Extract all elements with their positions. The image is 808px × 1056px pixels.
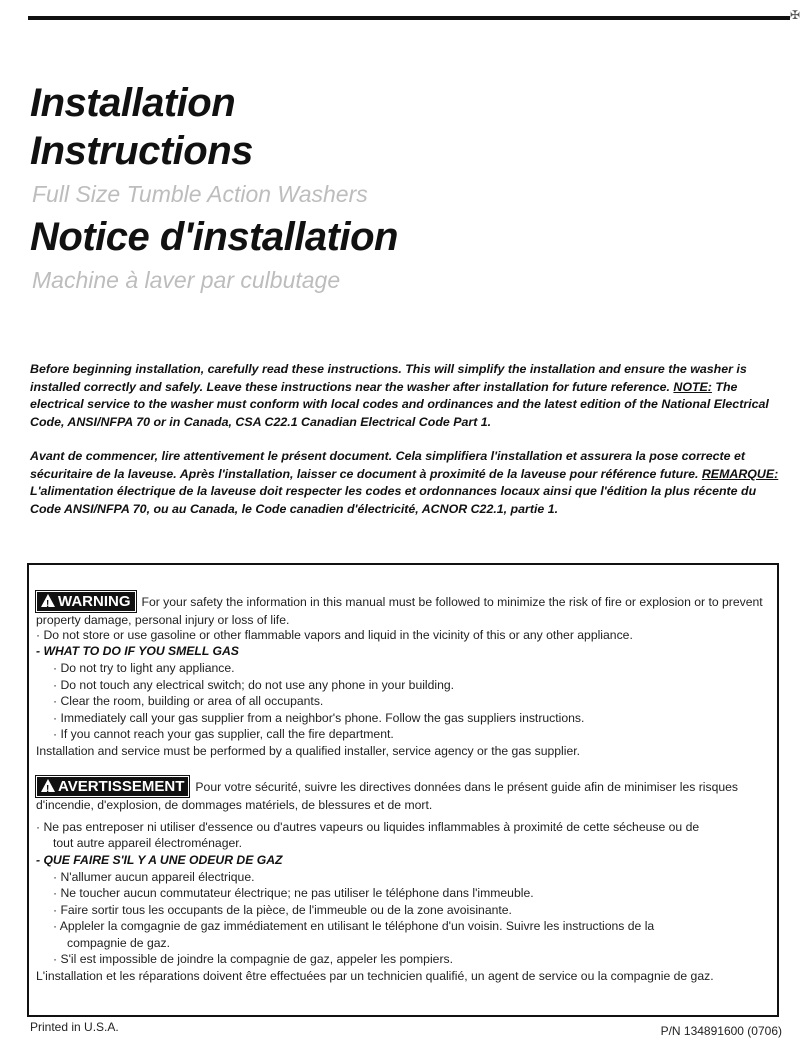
subtitle-fr: Machine à laver par culbutage: [32, 267, 341, 293]
warning-badge-label: WARNING: [58, 593, 131, 610]
avertissement-step: · S'il est impossible de joindre la compagnie de gaz, appeler les pompiers.: [53, 952, 453, 966]
warning-step: · Clear the room, building or area of all occupants.: [53, 694, 324, 708]
avertissement-step-cont: compagnie de gaz.: [67, 936, 170, 950]
avertissement-step: · N'allumer aucun appareil électrique.: [53, 870, 255, 884]
warning-lead-text: For your safety the information in this manual must be followed to minimize the risk of fire or explosion or to prevent property damage, personal injury or loss of life.: [36, 595, 763, 627]
intro-fr: [30, 448, 782, 518]
warning-step: · Immediately call your gas supplier from a neighbor's phone. Follow the gas suppliers instructions.: [53, 711, 585, 725]
warning-lead: [36, 591, 766, 629]
warning-item: · Do not store or use gasoline or other flammable vapors and liquid in the vicinity of this or any other appliance.: [36, 628, 633, 642]
crosshair-icon: ✠: [789, 8, 800, 22]
subtitle-en: Full Size Tumble Action Washers: [32, 181, 368, 207]
avertissement-item: · Ne pas entreposer ni utiliser d'essence ou d'autres vapeurs ou liquides inflammables à proximité de cette sécheuse ou de: [36, 820, 700, 834]
avertissement-lead: [36, 776, 766, 814]
avertissement-step: · Faire sortir tous les occupants de la pièce, de l'immeuble ou de la zone avoisinante.: [53, 903, 512, 917]
avertissement-step: · Appleler la comgagnie de gaz immédiatement en utilisant le téléphone d'un voisin. Suivre les instructions de la: [53, 919, 655, 933]
warning-triangle-icon: [41, 594, 55, 607]
top-rule: [28, 16, 790, 20]
title-installation: Installation: [30, 81, 236, 125]
avertissement-closing: L'installation et les réparations doivent être effectuées par un technicien qualifié, un agent de service ou la compagnie de gaz.: [36, 969, 714, 983]
avertissement-heading: - QUE FAIRE S'IL Y A UNE ODEUR DE GAZ: [36, 853, 283, 867]
warning-triangle-icon: [41, 779, 55, 792]
warning-badge: [36, 591, 136, 612]
title-instructions: Instructions: [30, 129, 253, 173]
note-fr-text: L'alimentation électrique de la laveuse doit respecter les codes et ordonnances locaux ainsi que l'édition la plus récente du Code ANSI/NFPA 70, ou au Canada, le Code canadien d'électricité, ACNOR C22.1, partie 1.: [30, 484, 757, 516]
intro-en-text: Before beginning installation, carefully read these instructions. This will simplify the installation and ensure the washer is installed correctly and safely. Leave these instructions near the washer after installation for future reference.: [30, 362, 747, 394]
safety-box: [27, 563, 779, 1017]
avertissement-badge-label: AVERTISSEMENT: [58, 778, 185, 795]
warning-step: · Do not touch any electrical switch; do not use any phone in your building.: [53, 678, 455, 692]
avertissement-item-cont: tout autre appareil électroménager.: [53, 836, 243, 850]
note-label-fr: REMARQUE:: [701, 466, 779, 481]
warning-closing: Installation and service must be performed by a qualified installer, service agency or the gas supplier.: [36, 744, 580, 758]
note-en-text: The electrical service to the washer must conform with local codes and ordinances and the latest edition of the National Electrical Code, ANSI/NFPA 70 or in Canada, CSA C22.1 Canadian Electrical Code Part 1.: [30, 379, 769, 429]
intro-fr-text: Avant de commencer, lire attentivement le présent document. Cela simplifiera l'installation et assurera la pose correcte et sécuritaire de la laveuse. Après l'installation, laisser ce document à proximité de la laveuse pour référence future.: [30, 449, 745, 481]
title-fr: Notice d'installation: [30, 215, 398, 259]
avertissement-lead-text: Pour votre sécurité, suivre les directives données dans le présent guide afin de minimiser les risques d'incendie, d'explosion, de dommages matériels, de blessures et de mort.: [36, 780, 739, 812]
note-label-en: NOTE:: [673, 379, 712, 394]
avertissement-badge: [36, 776, 189, 797]
avertissement-step: · Ne toucher aucun commutateur électrique; ne pas utiliser le téléphone dans l'immeuble.: [53, 886, 534, 900]
warning-heading: - WHAT TO DO IF YOU SMELL GAS: [36, 644, 239, 658]
intro-en: [30, 361, 782, 431]
warning-step: · If you cannot reach your gas supplier, call the fire department.: [53, 727, 394, 741]
warning-step: · Do not try to light any appliance.: [53, 661, 235, 675]
printed-in: Printed in U.S.A.: [30, 1020, 119, 1034]
part-number: P/N 134891600 (0706): [660, 1024, 782, 1038]
